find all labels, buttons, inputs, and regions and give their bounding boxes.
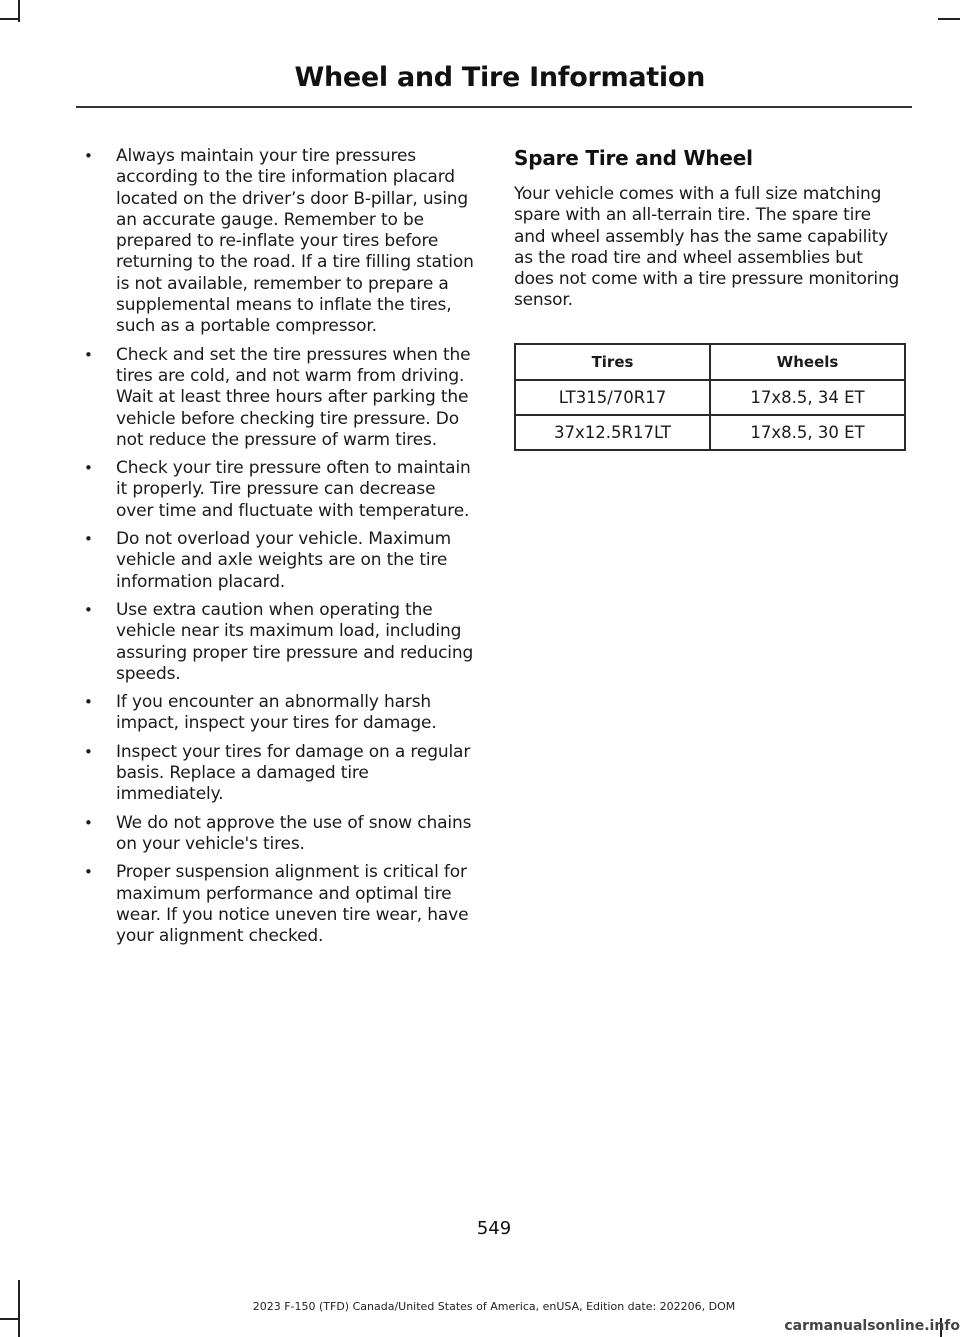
- list-item: [84, 862, 476, 947]
- section-body: Your vehicle comes with a full size matching spare with an all-terrain tire. The spare tire and wheel assembly has the same capability as the road tire and wheel assemblies but does not come with a tire pressure monitoring sensor.: [514, 184, 900, 311]
- table-cell-wheel: 17x8.5, 34 ET: [710, 380, 905, 415]
- list-item: [84, 813, 476, 856]
- list-item-text: Proper suspension alignment is critical for maximum performance and optimal tire wear. If you notice uneven tire wear, have your alignment checked.: [116, 862, 469, 947]
- table-header-wheels: Wheels: [710, 344, 905, 380]
- list-item-text: We do not approve the use of snow chains on your vehicle's tires.: [116, 812, 472, 854]
- list-item-text: Check and set the tire pressures when the tires are cold, and not warm from driving. Wait at least three hours after parking the vehicle before checking tire pressure. Do not reduce the pressure of warm tires.: [116, 344, 471, 450]
- list-item: [84, 458, 476, 522]
- crop-mark-top-right-horizontal: [938, 18, 960, 20]
- tire-care-bullets: [84, 146, 476, 954]
- table-cell-wheel: 17x8.5, 30 ET: [710, 415, 905, 450]
- table-row: [515, 380, 905, 415]
- footer-edition-info: 2023 F-150 (TFD) Canada/United States of America, enUSA, Edition date: 202206, DOM: [252, 1300, 736, 1313]
- list-item: [84, 529, 476, 593]
- page-title: Wheel and Tire Information: [294, 62, 705, 93]
- crop-mark-bottom-left-horizontal: [0, 1318, 20, 1320]
- list-item: [84, 742, 476, 806]
- watermark: carmanualsonline.info: [784, 1318, 960, 1334]
- table-cell-tire: LT315/70R17: [515, 380, 710, 415]
- list-item-text: Inspect your tires for damage on a regular basis. Replace a damaged tire immediately.: [116, 741, 471, 805]
- crop-mark-top-left-horizontal: [0, 18, 20, 20]
- bullet-dot: •: [84, 147, 93, 165]
- list-item: [84, 146, 476, 338]
- list-item-text: Use extra caution when operating the vehicle near its maximum load, including assuring proper tire pressure and reducing speeds.: [116, 599, 474, 684]
- table-header-row: [515, 344, 905, 380]
- bullet-dot: •: [84, 345, 93, 364]
- bullet-dot: •: [84, 813, 93, 832]
- spare-spec-table: [514, 343, 906, 451]
- list-item: [84, 345, 476, 451]
- bullet-dot: •: [84, 459, 93, 478]
- page-number: 549: [476, 1218, 512, 1239]
- page-header: [76, 58, 912, 108]
- list-item-text: Check your tire pressure often to maintain it properly. Tire pressure can decrease over time and fluctuate with temperature.: [116, 458, 471, 521]
- bullet-dot: •: [84, 693, 93, 712]
- table-row: [515, 415, 905, 450]
- section-heading: Spare Tire and Wheel: [514, 146, 753, 170]
- table-header-tires: Tires: [515, 344, 710, 380]
- list-item-text: Always maintain your tire pressures according to the tire information placard located on the driver’s door B-pillar, using an accurate gauge. Remember to be prepared to re-inflate your tires before returning to the road. If a tire filling station is not available, remember to prepare a supplemental means to inflate the tires, such as a portable compressor.: [116, 146, 474, 337]
- list-item: [84, 692, 476, 735]
- bullet-dot: •: [84, 742, 93, 761]
- bullet-dot: •: [84, 530, 93, 549]
- list-item-text: If you encounter an abnormally harsh impact, inspect your tires for damage.: [116, 692, 437, 734]
- spare-tire-section: [514, 146, 906, 451]
- bullet-list: [84, 146, 476, 947]
- list-item: [84, 600, 476, 685]
- bullet-dot: •: [84, 863, 93, 882]
- bullet-dot: •: [84, 600, 93, 619]
- list-item-text: Do not overload your vehicle. Maximum vehicle and axle weights are on the tire information placard.: [116, 529, 451, 592]
- table-cell-tire: 37x12.5R17LT: [515, 415, 710, 450]
